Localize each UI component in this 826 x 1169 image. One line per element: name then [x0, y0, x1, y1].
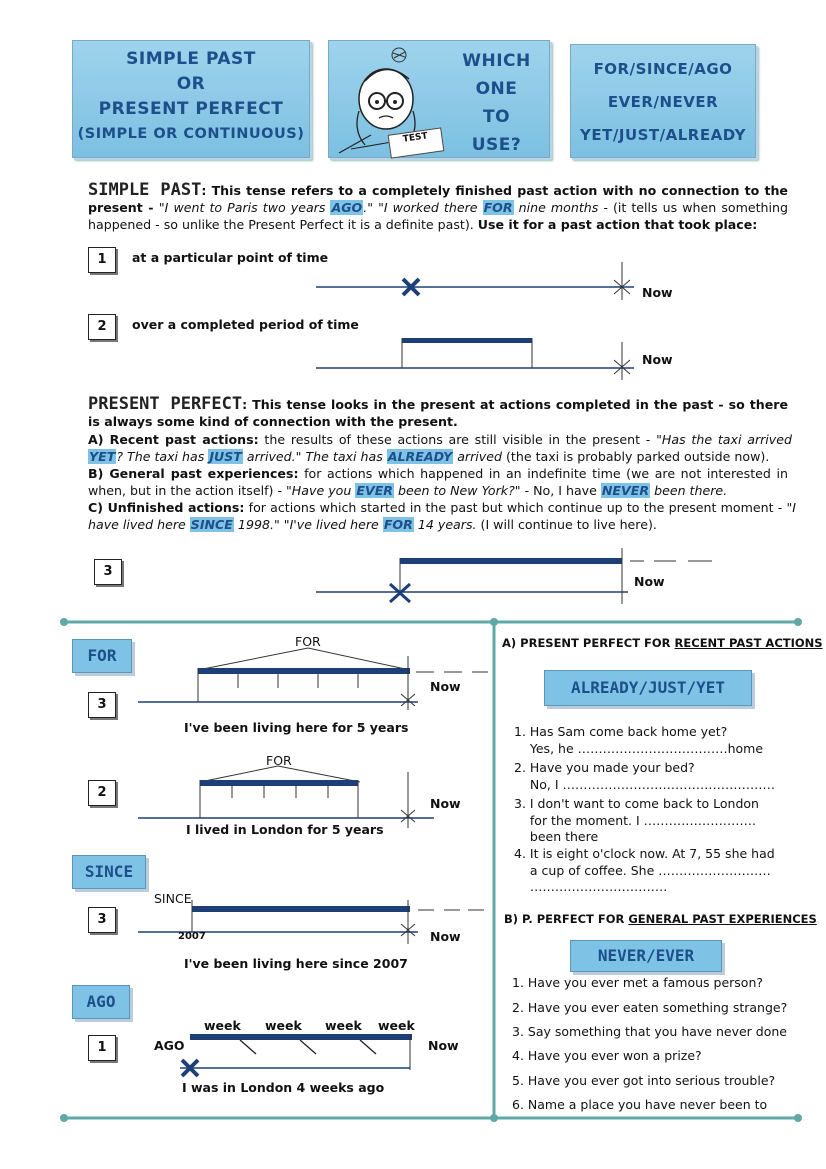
header-right-line3: YET/JUST/ALREADY	[580, 126, 746, 144]
exercise-b-item-5: 5. Have you ever got into serious trouble?	[512, 1073, 776, 1088]
exercise-a-heading	[502, 636, 823, 650]
header-left-line4: (SIMPLE OR CONTINUOUS)	[77, 126, 305, 142]
for2-top-label: FOR	[266, 753, 292, 768]
exercise-a-4-line2: a cup of coffee. She ………………………	[514, 862, 771, 878]
case3-number: 3	[94, 559, 122, 585]
ago-week-2: week	[265, 1018, 302, 1033]
pp-hl-yet: YET	[89, 448, 116, 464]
exercise-a-3-line3: been there	[514, 829, 599, 844]
pp-hl-just: JUST	[209, 448, 242, 464]
pp-c-ex1: "I have lived here	[88, 500, 796, 532]
header-right-box	[570, 44, 756, 158]
exercise-a-heading-topic: RECENT PAST ACTIONS	[674, 636, 823, 650]
since-caption: I've been living here since 2007	[184, 956, 408, 971]
exercise-a-2-line1: 2. Have you made your bed?	[514, 760, 695, 775]
exercise-b-item-2: 2. Have you ever eaten something strange?	[512, 1000, 788, 1015]
exercise-b-heading	[504, 912, 817, 926]
pp-b-ex3: - No, I have	[520, 482, 601, 498]
ago-week-1: week	[204, 1018, 241, 1033]
exercise-a-1-line2: Yes, he ………………………………home	[514, 740, 764, 756]
exercise-b-item-4: 4. Have you ever won a prize?	[512, 1048, 702, 1063]
ago-week-3: week	[325, 1018, 362, 1033]
simple-past-ex1a: "I went to Paris two years	[158, 199, 331, 215]
simple-past-p3: Use it for a past action that took place:	[477, 216, 758, 232]
simple-past-ex1c: nine months	[513, 199, 599, 215]
since-year: 2007	[178, 931, 206, 942]
since-number: 3	[88, 907, 116, 933]
pp-b-ex1: "Have you	[286, 482, 356, 498]
header-mid-line1: WHICH	[462, 51, 531, 71]
for-label: FOR	[72, 639, 132, 673]
exercise-a-3-line2: for the moment. I ………………………	[514, 812, 757, 828]
timeline-for-3	[138, 648, 498, 708]
timeline-for-2	[138, 766, 438, 826]
pp-a-head: A) Recent past actions:	[88, 432, 259, 447]
header-mid-line2: ONE	[475, 79, 518, 99]
ago-week-4: week	[378, 1018, 415, 1033]
ago-label: AGO	[72, 985, 130, 1019]
for-now: Now	[430, 679, 461, 694]
pp-c-head: C) Unfinished actions:	[88, 500, 245, 515]
exercise-a-3-line1: 3. I don't want to come back to London	[514, 796, 759, 811]
pp-hl-for: FOR	[383, 516, 413, 532]
pp-hl-ever: EVER	[356, 482, 393, 498]
pp-b-ex4: been there.	[650, 482, 728, 498]
exercise-a-item-3	[514, 796, 804, 846]
present-perfect-title: PRESENT PERFECT	[88, 394, 243, 414]
case1-number: 1	[88, 247, 116, 273]
header-left-box	[72, 40, 310, 158]
pp-a-ex1: "Has the taxi arrived	[656, 432, 792, 447]
ago-left-label: AGO	[154, 1038, 185, 1053]
simple-past-paragraph	[88, 182, 788, 233]
since-label: SINCE	[72, 855, 146, 889]
pp-section-c	[88, 500, 796, 534]
header-right-line1: FOR/SINCE/AGO	[593, 60, 733, 78]
exercise-a-4-line3: ……………………………	[514, 879, 668, 894]
pp-hl-never: NEVER	[601, 482, 650, 498]
exercise-b-heading-prefix: B) P. PERFECT FOR	[504, 912, 629, 926]
pp-a-ex2: ? The taxi has	[116, 448, 209, 464]
header-left-line3: PRESENT PERFECT	[98, 99, 284, 119]
exercise-a-1-line1: 1. Has Sam come back home yet?	[514, 724, 728, 739]
header-mid-line3: TO	[482, 107, 511, 127]
pp-c-ex2: 1998." "I've lived here	[233, 516, 383, 532]
for-top-label: FOR	[295, 634, 321, 649]
simple-past-ex1b: ." "I worked there	[363, 199, 483, 215]
present-perfect-def: : This tense looks in the present at actions completed in the past - so there is always some kind of connection with the present.	[88, 397, 788, 429]
pp-section-a	[88, 432, 792, 466]
already-just-yet-box: ALREADY/JUST/YET	[544, 670, 752, 706]
simple-past-hl-ago: AGO	[331, 199, 363, 215]
exercise-b-item-6: 6. Name a place you have never been to	[512, 1097, 768, 1112]
exercise-b-item-1: 1. Have you ever met a famous person?	[512, 975, 764, 990]
ago-number: 1	[88, 1035, 116, 1061]
ago-caption: I was in London 4 weeks ago	[182, 1080, 385, 1095]
timeline-case2	[316, 330, 636, 380]
ago-now: Now	[428, 1038, 459, 1053]
exercise-a-heading-prefix: A) PRESENT PERFECT FOR	[502, 636, 675, 650]
exercise-b-item-3: 3. Say something that you have never done	[512, 1024, 787, 1039]
since-now: Now	[430, 929, 461, 944]
for2-caption: I lived in London for 5 years	[186, 822, 384, 837]
for-caption: I've been living here for 5 years	[184, 720, 409, 735]
pp-b-ex2: been to New York?"	[394, 482, 521, 498]
pp-b-text: for actions which happened in an indefinite time (we are not interested in when, but in the action itself) -	[88, 466, 788, 498]
pp-c-ex3: 14 years.	[413, 516, 477, 532]
pp-hl-already: ALREADY	[387, 448, 453, 464]
header-mid-box	[328, 40, 550, 158]
exercise-a-4-line1: 4. It is eight o'clock now. At 7, 55 she had	[514, 846, 775, 861]
test-paper-label: TEST	[402, 131, 429, 145]
pp-a-text: the results of these actions are still visible in the present -	[258, 432, 657, 447]
case3-now: Now	[634, 574, 665, 589]
for-number: 3	[88, 692, 116, 718]
present-perfect-intro	[88, 396, 788, 431]
pp-b-head: B) General past experiences:	[88, 466, 299, 481]
pp-c-tail: (I will continue to live here).	[476, 516, 657, 532]
pp-a-tail: (the taxi is probably parked outside now).	[501, 448, 770, 464]
exercise-a-item-4	[514, 846, 804, 896]
for2-number: 2	[88, 780, 116, 806]
exercise-b-heading-topic: GENERAL PAST EXPERIENCES	[628, 912, 817, 926]
case1-now: Now	[642, 285, 673, 300]
pp-a-ex3: arrived." The taxi has	[242, 448, 387, 464]
header-left-line1: SIMPLE PAST	[126, 49, 256, 69]
simple-past-def: : This tense refers to a completely finished past action with no connection to the present -	[88, 183, 788, 215]
timeline-case1	[316, 262, 636, 312]
never-ever-box: NEVER/EVER	[570, 940, 722, 972]
case2-number: 2	[88, 314, 116, 340]
for2-now: Now	[430, 796, 461, 811]
exercise-a-item-2	[514, 760, 804, 793]
case1-label: at a particular point of time	[132, 250, 329, 265]
header-mid-line4: USE?	[471, 135, 522, 155]
header-left-line2: OR	[176, 74, 206, 94]
since-top-label: SINCE	[154, 891, 192, 906]
pp-c-text: for actions which started in the past but which continue up to the present moment -	[244, 500, 787, 515]
case2-label: over a completed period of time	[132, 317, 359, 332]
exercise-a-2-line2: No, I ……………………………………………	[514, 776, 775, 792]
pp-a-ex4: arrived	[453, 448, 502, 464]
simple-past-title: SIMPLE PAST	[88, 180, 202, 200]
simple-past-hl-for: FOR	[483, 199, 513, 215]
exercise-a-item-1	[514, 724, 804, 757]
pp-section-b	[88, 466, 788, 500]
simple-past-p2: - (it tells us when something happened - so unlike the Present Perfect it is a definite past).	[88, 199, 788, 232]
case2-now: Now	[642, 352, 673, 367]
header-right-line2: EVER/NEVER	[607, 93, 719, 111]
timeline-ago	[180, 1030, 460, 1080]
pp-hl-since: SINCE	[190, 516, 233, 532]
